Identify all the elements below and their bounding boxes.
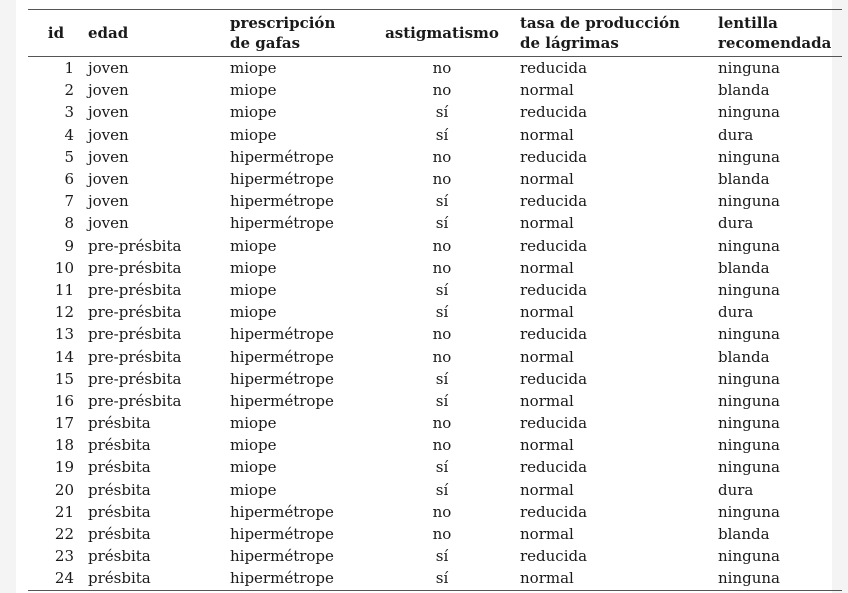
header-lentilla bbox=[714, 10, 842, 57]
cell-lentilla: ninguna bbox=[718, 436, 780, 455]
cell-tasa: reducida bbox=[520, 458, 588, 477]
table-row bbox=[28, 79, 842, 101]
table-row bbox=[28, 124, 842, 146]
table-row bbox=[28, 279, 842, 301]
cell-tasa: normal bbox=[520, 525, 574, 544]
cell-lentilla: ninguna bbox=[718, 414, 780, 433]
cell-edad: présbita bbox=[88, 414, 151, 433]
cell-edad: joven bbox=[88, 147, 129, 166]
cell-tasa: normal bbox=[520, 214, 574, 233]
cell-astigmatismo: sí bbox=[435, 280, 449, 299]
cell-id: 22 bbox=[54, 525, 74, 544]
table-row bbox=[28, 501, 842, 523]
cell-edad: présbita bbox=[88, 480, 151, 499]
cell-tasa: reducida bbox=[520, 502, 588, 521]
cell-id: 7 bbox=[64, 192, 74, 211]
cell-edad: pre-présbita bbox=[88, 280, 182, 299]
cell-id: 4 bbox=[64, 125, 74, 144]
cell-prescripcion: hipermétrope bbox=[230, 547, 334, 566]
header-astigmatismo-label: astigmatismo bbox=[385, 24, 499, 42]
cell-astigmatismo: no bbox=[432, 525, 452, 544]
cell-prescripcion: miope bbox=[230, 258, 277, 277]
cell-astigmatismo: sí bbox=[435, 192, 449, 211]
cell-astigmatismo: sí bbox=[435, 391, 449, 410]
cell-tasa: reducida bbox=[520, 325, 588, 344]
cell-lentilla: blanda bbox=[718, 170, 770, 189]
cell-edad: pre-présbita bbox=[88, 347, 182, 366]
table-row bbox=[28, 257, 842, 279]
cell-astigmatismo: no bbox=[432, 81, 452, 100]
cell-id: 6 bbox=[64, 170, 74, 189]
cell-id: 8 bbox=[64, 214, 74, 233]
header-prescripcion-line2: de gafas bbox=[230, 34, 301, 52]
cell-tasa: reducida bbox=[520, 236, 588, 255]
document-sheet bbox=[16, 0, 832, 593]
table-row bbox=[28, 434, 842, 456]
cell-lentilla: blanda bbox=[718, 258, 770, 277]
cell-lentilla: ninguna bbox=[718, 325, 780, 344]
cell-lentilla: ninguna bbox=[718, 192, 780, 211]
cell-astigmatismo: no bbox=[432, 325, 452, 344]
cell-prescripcion: miope bbox=[230, 436, 277, 455]
cell-prescripcion: hipermétrope bbox=[230, 502, 334, 521]
header-tasa-line2: de lágrimas bbox=[520, 34, 619, 52]
cell-astigmatismo: sí bbox=[435, 480, 449, 499]
cell-edad: joven bbox=[88, 103, 129, 122]
cell-edad: joven bbox=[88, 214, 129, 233]
table-row bbox=[28, 57, 842, 80]
cell-lentilla: ninguna bbox=[718, 103, 780, 122]
cell-lentilla: ninguna bbox=[718, 391, 780, 410]
cell-prescripcion: hipermétrope bbox=[230, 347, 334, 366]
cell-astigmatismo: no bbox=[432, 147, 452, 166]
cell-tasa: reducida bbox=[520, 147, 588, 166]
cell-astigmatismo: no bbox=[432, 502, 452, 521]
cell-lentilla: blanda bbox=[718, 525, 770, 544]
cell-id: 13 bbox=[54, 325, 74, 344]
cell-lentilla: ninguna bbox=[718, 369, 780, 388]
cell-edad: présbita bbox=[84, 567, 226, 590]
cell-tasa: reducida bbox=[520, 103, 588, 122]
cell-astigmatismo: no bbox=[432, 258, 452, 277]
cell-astigmatismo: no bbox=[432, 347, 452, 366]
table-row bbox=[28, 567, 842, 590]
cell-edad: pre-présbita bbox=[88, 325, 182, 344]
cell-prescripcion: hipermétrope bbox=[230, 369, 334, 388]
header-row bbox=[28, 10, 842, 57]
cell-id: 18 bbox=[54, 436, 74, 455]
header-tasa-line1: tasa de producción bbox=[520, 14, 680, 32]
cell-prescripcion: miope bbox=[230, 125, 277, 144]
cell-tasa: normal bbox=[520, 258, 574, 277]
cell-edad: présbita bbox=[88, 502, 151, 521]
table-row bbox=[28, 479, 842, 501]
cell-astigmatismo: sí bbox=[435, 458, 449, 477]
table-row bbox=[28, 101, 842, 123]
cell-astigmatismo: no bbox=[432, 414, 452, 433]
cell-id: 15 bbox=[54, 369, 74, 388]
cell-id: 17 bbox=[54, 414, 74, 433]
cell-id: 16 bbox=[54, 391, 74, 410]
cell-astigmatismo: no bbox=[432, 170, 452, 189]
table-row bbox=[28, 212, 842, 234]
table-row bbox=[28, 323, 842, 345]
header-edad bbox=[84, 10, 226, 57]
cell-prescripcion: hipermétrope bbox=[230, 192, 334, 211]
header-id-label: id bbox=[47, 24, 65, 42]
cell-tasa: normal bbox=[520, 81, 574, 100]
header-tasa bbox=[516, 10, 714, 57]
header-edad-label: edad bbox=[88, 24, 129, 42]
table-row bbox=[28, 545, 842, 567]
cell-edad: pre-présbita bbox=[88, 369, 182, 388]
table-row bbox=[28, 301, 842, 323]
cell-prescripcion: miope bbox=[230, 236, 277, 255]
header-prescripcion bbox=[226, 10, 368, 57]
cell-edad: joven bbox=[88, 170, 129, 189]
header-id bbox=[28, 10, 84, 57]
cell-lentilla: ninguna bbox=[718, 280, 780, 299]
header-lentilla-line2: recomendada bbox=[718, 34, 832, 52]
cell-tasa: normal bbox=[520, 125, 574, 144]
cell-id: 20 bbox=[54, 480, 74, 499]
table-body bbox=[28, 57, 842, 591]
cell-prescripcion: miope bbox=[230, 103, 277, 122]
cell-edad: joven bbox=[88, 125, 129, 144]
cell-prescripcion: miope bbox=[230, 59, 277, 78]
cell-tasa: normal bbox=[520, 480, 574, 499]
table-row bbox=[28, 190, 842, 212]
cell-prescripcion: hipermétrope bbox=[226, 567, 368, 590]
cell-tasa: normal bbox=[520, 347, 574, 366]
cell-tasa: normal bbox=[520, 303, 574, 322]
cell-prescripcion: miope bbox=[230, 458, 277, 477]
cell-astigmatismo: sí bbox=[435, 103, 449, 122]
cell-id: 11 bbox=[54, 280, 74, 299]
cell-edad: pre-présbita bbox=[88, 391, 182, 410]
cell-lentilla: ninguna bbox=[718, 502, 780, 521]
header-lentilla-line1: lentilla bbox=[718, 14, 778, 32]
contact-lens-table bbox=[28, 9, 842, 591]
table-row bbox=[28, 146, 842, 168]
cell-prescripcion: hipermétrope bbox=[230, 170, 334, 189]
header-astigmatismo bbox=[368, 10, 516, 57]
cell-tasa: normal bbox=[520, 436, 574, 455]
cell-id: 12 bbox=[54, 303, 74, 322]
table-header bbox=[28, 10, 842, 57]
cell-prescripcion: miope bbox=[230, 414, 277, 433]
cell-edad: présbita bbox=[88, 525, 151, 544]
table-row bbox=[28, 168, 842, 190]
cell-id: 5 bbox=[64, 147, 74, 166]
cell-prescripcion: hipermétrope bbox=[230, 391, 334, 410]
cell-astigmatismo: no bbox=[432, 436, 452, 455]
cell-edad: pre-présbita bbox=[88, 303, 182, 322]
cell-tasa: reducida bbox=[520, 414, 588, 433]
cell-lentilla: blanda bbox=[718, 81, 770, 100]
cell-prescripcion: miope bbox=[230, 280, 277, 299]
cell-edad: présbita bbox=[88, 547, 151, 566]
cell-tasa: normal bbox=[520, 170, 574, 189]
cell-lentilla: blanda bbox=[718, 347, 770, 366]
cell-edad: pre-présbita bbox=[88, 258, 182, 277]
header-prescripcion-line1: prescripción bbox=[230, 14, 336, 32]
cell-tasa: reducida bbox=[520, 280, 588, 299]
cell-astigmatismo: sí bbox=[435, 547, 449, 566]
cell-lentilla: ninguna bbox=[718, 458, 780, 477]
table-row bbox=[28, 523, 842, 545]
cell-id: 2 bbox=[64, 81, 74, 100]
cell-astigmatismo: sí bbox=[435, 214, 449, 233]
cell-lentilla: dura bbox=[718, 214, 754, 233]
table-row bbox=[28, 456, 842, 478]
cell-tasa: reducida bbox=[520, 369, 588, 388]
cell-id: 23 bbox=[54, 547, 74, 566]
cell-edad: joven bbox=[88, 81, 129, 100]
cell-prescripcion: hipermétrope bbox=[230, 214, 334, 233]
cell-tasa: reducida bbox=[520, 192, 588, 211]
cell-lentilla: ninguna bbox=[718, 236, 780, 255]
cell-edad: présbita bbox=[88, 436, 151, 455]
cell-lentilla: ninguna bbox=[718, 547, 780, 566]
cell-tasa: reducida bbox=[520, 547, 588, 566]
cell-edad: joven bbox=[88, 59, 129, 78]
table-row bbox=[28, 390, 842, 412]
cell-tasa: normal bbox=[516, 567, 714, 590]
table-row bbox=[28, 235, 842, 257]
cell-astigmatismo: sí bbox=[435, 303, 449, 322]
cell-lentilla: dura bbox=[718, 480, 754, 499]
cell-astigmatismo: sí bbox=[435, 369, 449, 388]
cell-id: 3 bbox=[64, 103, 74, 122]
cell-astigmatismo: no bbox=[432, 236, 452, 255]
cell-lentilla: ninguna bbox=[718, 147, 780, 166]
cell-lentilla: ninguna bbox=[718, 59, 780, 78]
cell-prescripcion: hipermétrope bbox=[230, 325, 334, 344]
cell-edad: pre-présbita bbox=[88, 236, 182, 255]
cell-tasa: reducida bbox=[520, 59, 588, 78]
cell-prescripcion: miope bbox=[230, 81, 277, 100]
cell-id: 24 bbox=[28, 567, 84, 590]
table-row bbox=[28, 368, 842, 390]
table-row bbox=[28, 345, 842, 367]
cell-prescripcion: miope bbox=[230, 303, 277, 322]
cell-id: 14 bbox=[54, 347, 74, 366]
cell-lentilla: ninguna bbox=[714, 567, 842, 590]
cell-id: 21 bbox=[54, 502, 74, 521]
cell-astigmatismo: sí bbox=[435, 125, 449, 144]
cell-id: 1 bbox=[64, 59, 74, 78]
cell-lentilla: dura bbox=[718, 125, 754, 144]
cell-prescripcion: hipermétrope bbox=[230, 525, 334, 544]
cell-prescripcion: hipermétrope bbox=[230, 147, 334, 166]
cell-lentilla: dura bbox=[718, 303, 754, 322]
cell-edad: présbita bbox=[88, 458, 151, 477]
cell-id: 9 bbox=[64, 236, 74, 255]
cell-edad: joven bbox=[88, 192, 129, 211]
cell-prescripcion: miope bbox=[230, 480, 277, 499]
table-row bbox=[28, 412, 842, 434]
cell-astigmatismo: sí bbox=[368, 567, 516, 590]
cell-astigmatismo: no bbox=[432, 59, 452, 78]
cell-id: 10 bbox=[54, 258, 74, 277]
cell-tasa: normal bbox=[520, 391, 574, 410]
cell-id: 19 bbox=[54, 458, 74, 477]
